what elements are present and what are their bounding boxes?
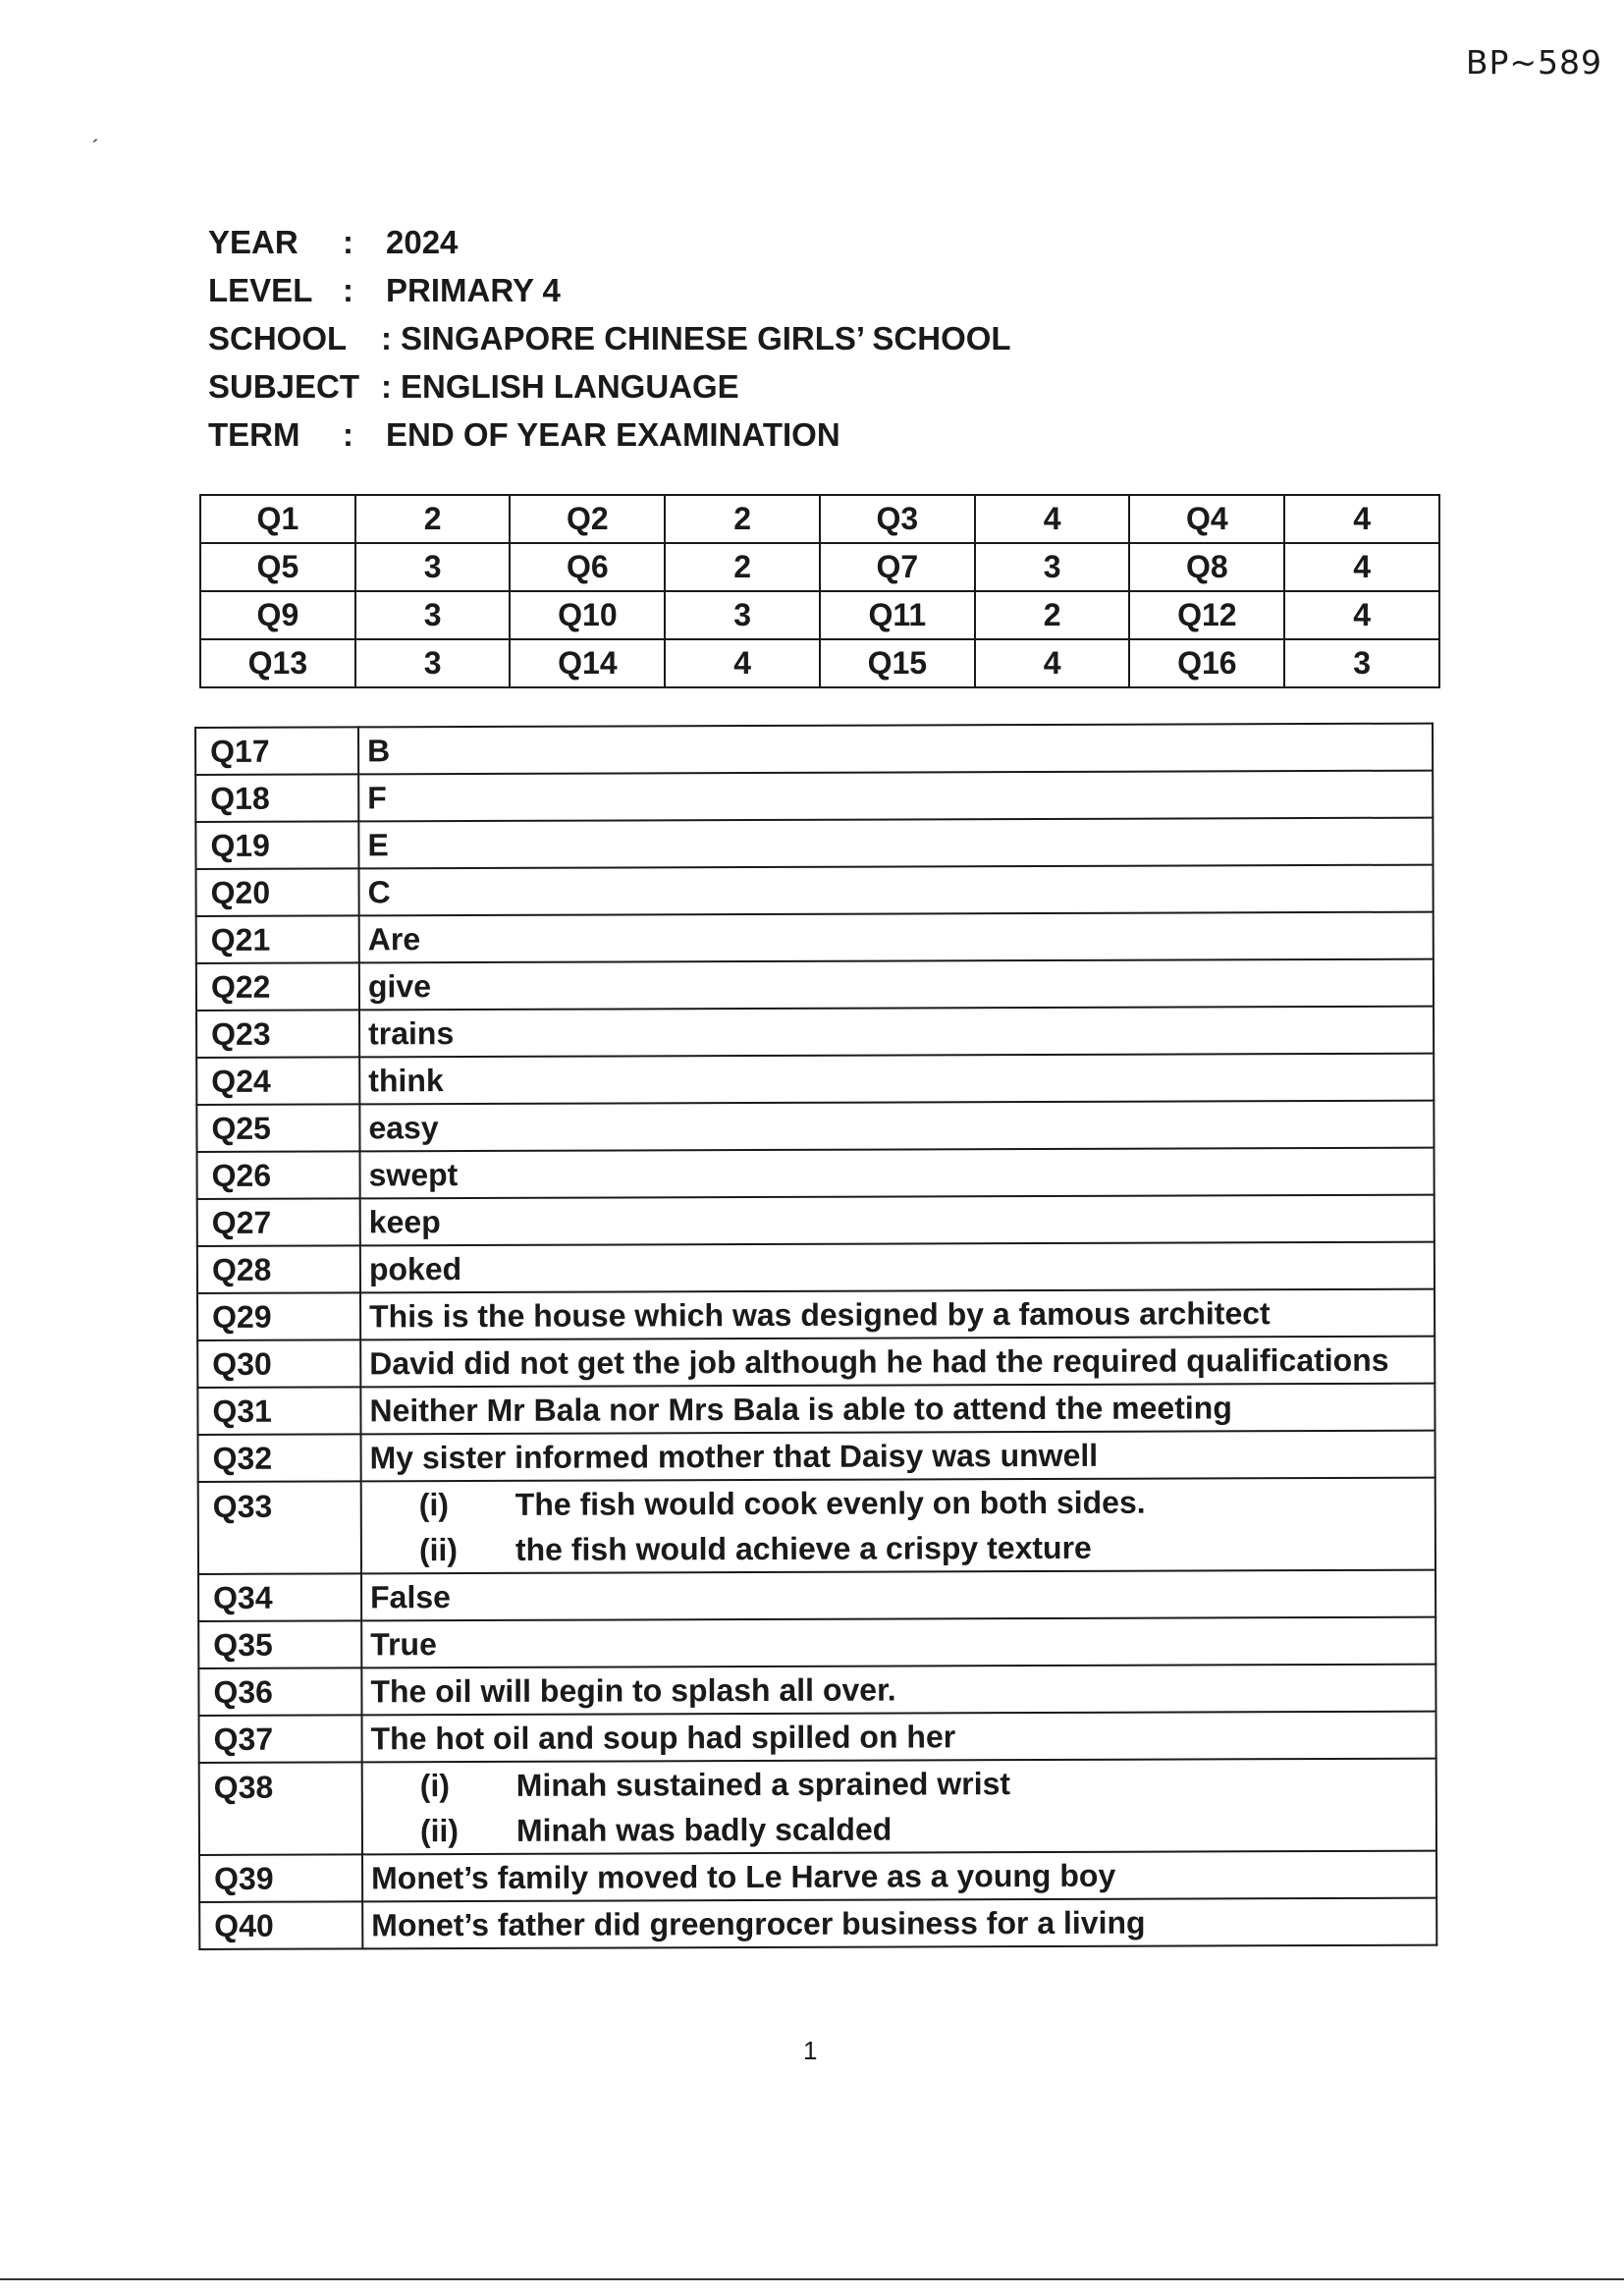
header-value: ENGLISH LANGUAGE	[401, 368, 739, 405]
answer-row	[196, 1007, 1434, 1058]
sub-label: (ii)	[418, 1531, 459, 1567]
sub-text: Minah was badly scalded	[515, 1811, 893, 1848]
answer-question: Q17	[195, 727, 358, 775]
marks-value: 4	[975, 495, 1130, 543]
header-value: 2024	[386, 224, 459, 260]
header-colon: :	[343, 272, 353, 308]
marks-question: Q4	[1129, 495, 1284, 543]
header-row-level	[208, 266, 1011, 314]
marks-question: Q15	[820, 639, 975, 687]
sub-label: (ii)	[419, 1812, 460, 1848]
sub-text: Minah sustained a sprained wrist	[515, 1765, 1011, 1803]
sub-text: the fish would achieve a crispy texture	[514, 1529, 1092, 1567]
marks-question: Q7	[820, 543, 975, 591]
marks-value: 2	[665, 495, 820, 543]
answer-text: poked	[360, 1242, 1435, 1293]
marks-question: Q16	[1129, 639, 1284, 687]
marks-value: 4	[1284, 591, 1439, 639]
marks-question: Q13	[200, 639, 355, 687]
answer-question: Q38	[199, 1762, 362, 1855]
answer-row	[196, 959, 1434, 1011]
answer-text: The hot oil and soup had spilled on her	[362, 1712, 1436, 1763]
marks-question: Q6	[510, 543, 665, 591]
header-key: SUBJECT	[208, 368, 360, 405]
answer-row	[195, 724, 1433, 775]
answer-row	[198, 1478, 1435, 1574]
marks-row	[200, 495, 1439, 543]
answer-question: Q19	[195, 821, 358, 869]
reference-code: BP~589	[1465, 43, 1602, 82]
sub-answer	[371, 1805, 1435, 1854]
sub-answer	[370, 1524, 1435, 1573]
header-row-term	[208, 410, 1011, 459]
answer-row	[199, 1759, 1436, 1855]
answer-question: Q35	[198, 1620, 361, 1668]
marks-value: 3	[665, 591, 820, 639]
marks-value: 4	[1284, 495, 1439, 543]
exam-header	[208, 218, 1011, 459]
sub-label: (i)	[418, 1486, 450, 1522]
marks-question: Q3	[820, 495, 975, 543]
header-value: SINGAPORE CHINESE GIRLS’ SCHOOL	[401, 320, 1011, 356]
header-colon: :	[343, 416, 353, 453]
answer-row	[199, 1898, 1436, 1949]
answer-subparts	[362, 1759, 1436, 1855]
answer-question: Q18	[195, 774, 358, 822]
answer-text: C	[359, 865, 1434, 916]
answer-table	[194, 723, 1437, 1950]
marks-value: 3	[355, 591, 511, 639]
marks-question: Q14	[510, 639, 665, 687]
header-colon: :	[343, 224, 353, 260]
answer-row	[198, 1431, 1435, 1482]
answer-text: swept	[360, 1148, 1435, 1199]
answer-text: Are	[359, 912, 1434, 963]
answer-text: True	[361, 1617, 1435, 1668]
bottom-rule	[0, 2278, 1624, 2280]
answer-text: The oil will begin to splash all over.	[361, 1665, 1435, 1716]
answer-text: E	[358, 818, 1433, 869]
answer-row	[196, 1054, 1434, 1105]
answer-text: Neither Mr Bala nor Mrs Bala is able to attend the meeting	[360, 1384, 1435, 1435]
answer-row	[196, 865, 1434, 916]
marks-question: Q11	[820, 591, 975, 639]
answer-text: keep	[360, 1195, 1435, 1246]
marks-row	[200, 543, 1439, 591]
marks-row	[200, 591, 1439, 639]
answer-question: Q40	[199, 1901, 362, 1949]
answer-row	[199, 1712, 1436, 1763]
answer-row	[197, 1384, 1435, 1435]
answer-question: Q23	[196, 1010, 359, 1058]
marks-table	[199, 494, 1440, 688]
answer-text: This is the house which was designed by a famous architect	[360, 1289, 1435, 1340]
answer-text: F	[358, 771, 1433, 822]
answer-row	[198, 1665, 1435, 1716]
answer-row	[198, 1617, 1435, 1668]
marks-question: Q10	[510, 591, 665, 639]
answer-question: Q34	[198, 1573, 361, 1621]
marks-question: Q5	[200, 543, 355, 591]
answer-row	[196, 1101, 1434, 1152]
marks-value: 2	[355, 495, 511, 543]
answer-question: Q29	[197, 1292, 360, 1340]
answer-question: Q32	[198, 1434, 361, 1482]
answer-question: Q21	[196, 915, 359, 963]
answer-row	[197, 1337, 1435, 1388]
answer-question: Q24	[196, 1057, 359, 1105]
answer-question: Q28	[197, 1245, 360, 1293]
sub-text: The fish would cook evenly on both sides.	[514, 1484, 1146, 1522]
answer-text: easy	[359, 1101, 1434, 1152]
page-number: 1	[803, 2036, 818, 2065]
answer-question: Q22	[196, 962, 359, 1011]
answer-question: Q37	[199, 1715, 362, 1763]
header-value: PRIMARY 4	[386, 272, 561, 308]
answer-text: David did not get the job although he had the required qualifications	[360, 1337, 1435, 1388]
answer-question: Q30	[197, 1339, 360, 1388]
answer-row	[196, 912, 1434, 963]
header-key: LEVEL	[208, 272, 313, 308]
answer-question: Q20	[196, 868, 359, 916]
answer-row	[195, 771, 1433, 822]
marks-value: 4	[975, 639, 1130, 687]
answer-question: Q33	[198, 1481, 361, 1574]
header-key: TERM	[208, 416, 300, 453]
header-value: END OF YEAR EXAMINATION	[386, 416, 840, 453]
marks-value: 3	[975, 543, 1130, 591]
answer-row	[197, 1195, 1435, 1246]
header-row-subject	[208, 362, 1011, 410]
answer-subparts	[361, 1478, 1435, 1574]
marks-question: Q8	[1129, 543, 1284, 591]
marks-value: 2	[665, 543, 820, 591]
header-key: YEAR	[208, 224, 298, 260]
answer-text: B	[358, 724, 1433, 775]
answer-question: Q27	[197, 1198, 360, 1246]
marks-question: Q1	[200, 495, 355, 543]
marks-value: 4	[665, 639, 820, 687]
marks-question: Q2	[510, 495, 665, 543]
marks-row	[200, 639, 1439, 687]
answer-question: Q31	[197, 1387, 360, 1435]
answer-question: Q39	[199, 1854, 362, 1902]
header-colon: :	[381, 320, 392, 356]
header-row-year	[208, 218, 1011, 266]
answer-row	[197, 1148, 1435, 1199]
marks-question: Q12	[1129, 591, 1284, 639]
header-row-school	[208, 314, 1011, 362]
answer-text: Monet’s family moved to Le Harve as a young boy	[362, 1851, 1436, 1902]
sub-label: (i)	[419, 1767, 451, 1803]
answer-text: think	[359, 1054, 1434, 1105]
marks-value: 3	[355, 543, 511, 591]
answer-question: Q25	[196, 1104, 359, 1152]
answer-text: trains	[359, 1007, 1434, 1058]
answer-row	[197, 1289, 1435, 1340]
marks-question: Q9	[200, 591, 355, 639]
stray-mark: ´	[92, 136, 100, 160]
answer-row	[198, 1570, 1435, 1621]
marks-value: 3	[355, 639, 511, 687]
answer-text: give	[359, 959, 1434, 1011]
answer-text: Monet’s father did greengrocer business for a living	[362, 1898, 1436, 1949]
marks-value: 4	[1284, 543, 1439, 591]
header-key: SCHOOL	[208, 320, 348, 356]
answer-question: Q36	[198, 1667, 361, 1716]
answer-row	[197, 1242, 1435, 1293]
answer-text: False	[361, 1570, 1435, 1621]
answer-row	[195, 818, 1433, 869]
header-colon: :	[381, 368, 392, 405]
answer-question: Q26	[197, 1151, 360, 1199]
marks-value: 3	[1284, 639, 1439, 687]
answer-text: My sister informed mother that Daisy was unwell	[361, 1431, 1435, 1482]
marks-value: 2	[975, 591, 1130, 639]
answer-row	[199, 1851, 1436, 1902]
sub-answer	[370, 1479, 1435, 1528]
sub-answer	[371, 1760, 1435, 1809]
